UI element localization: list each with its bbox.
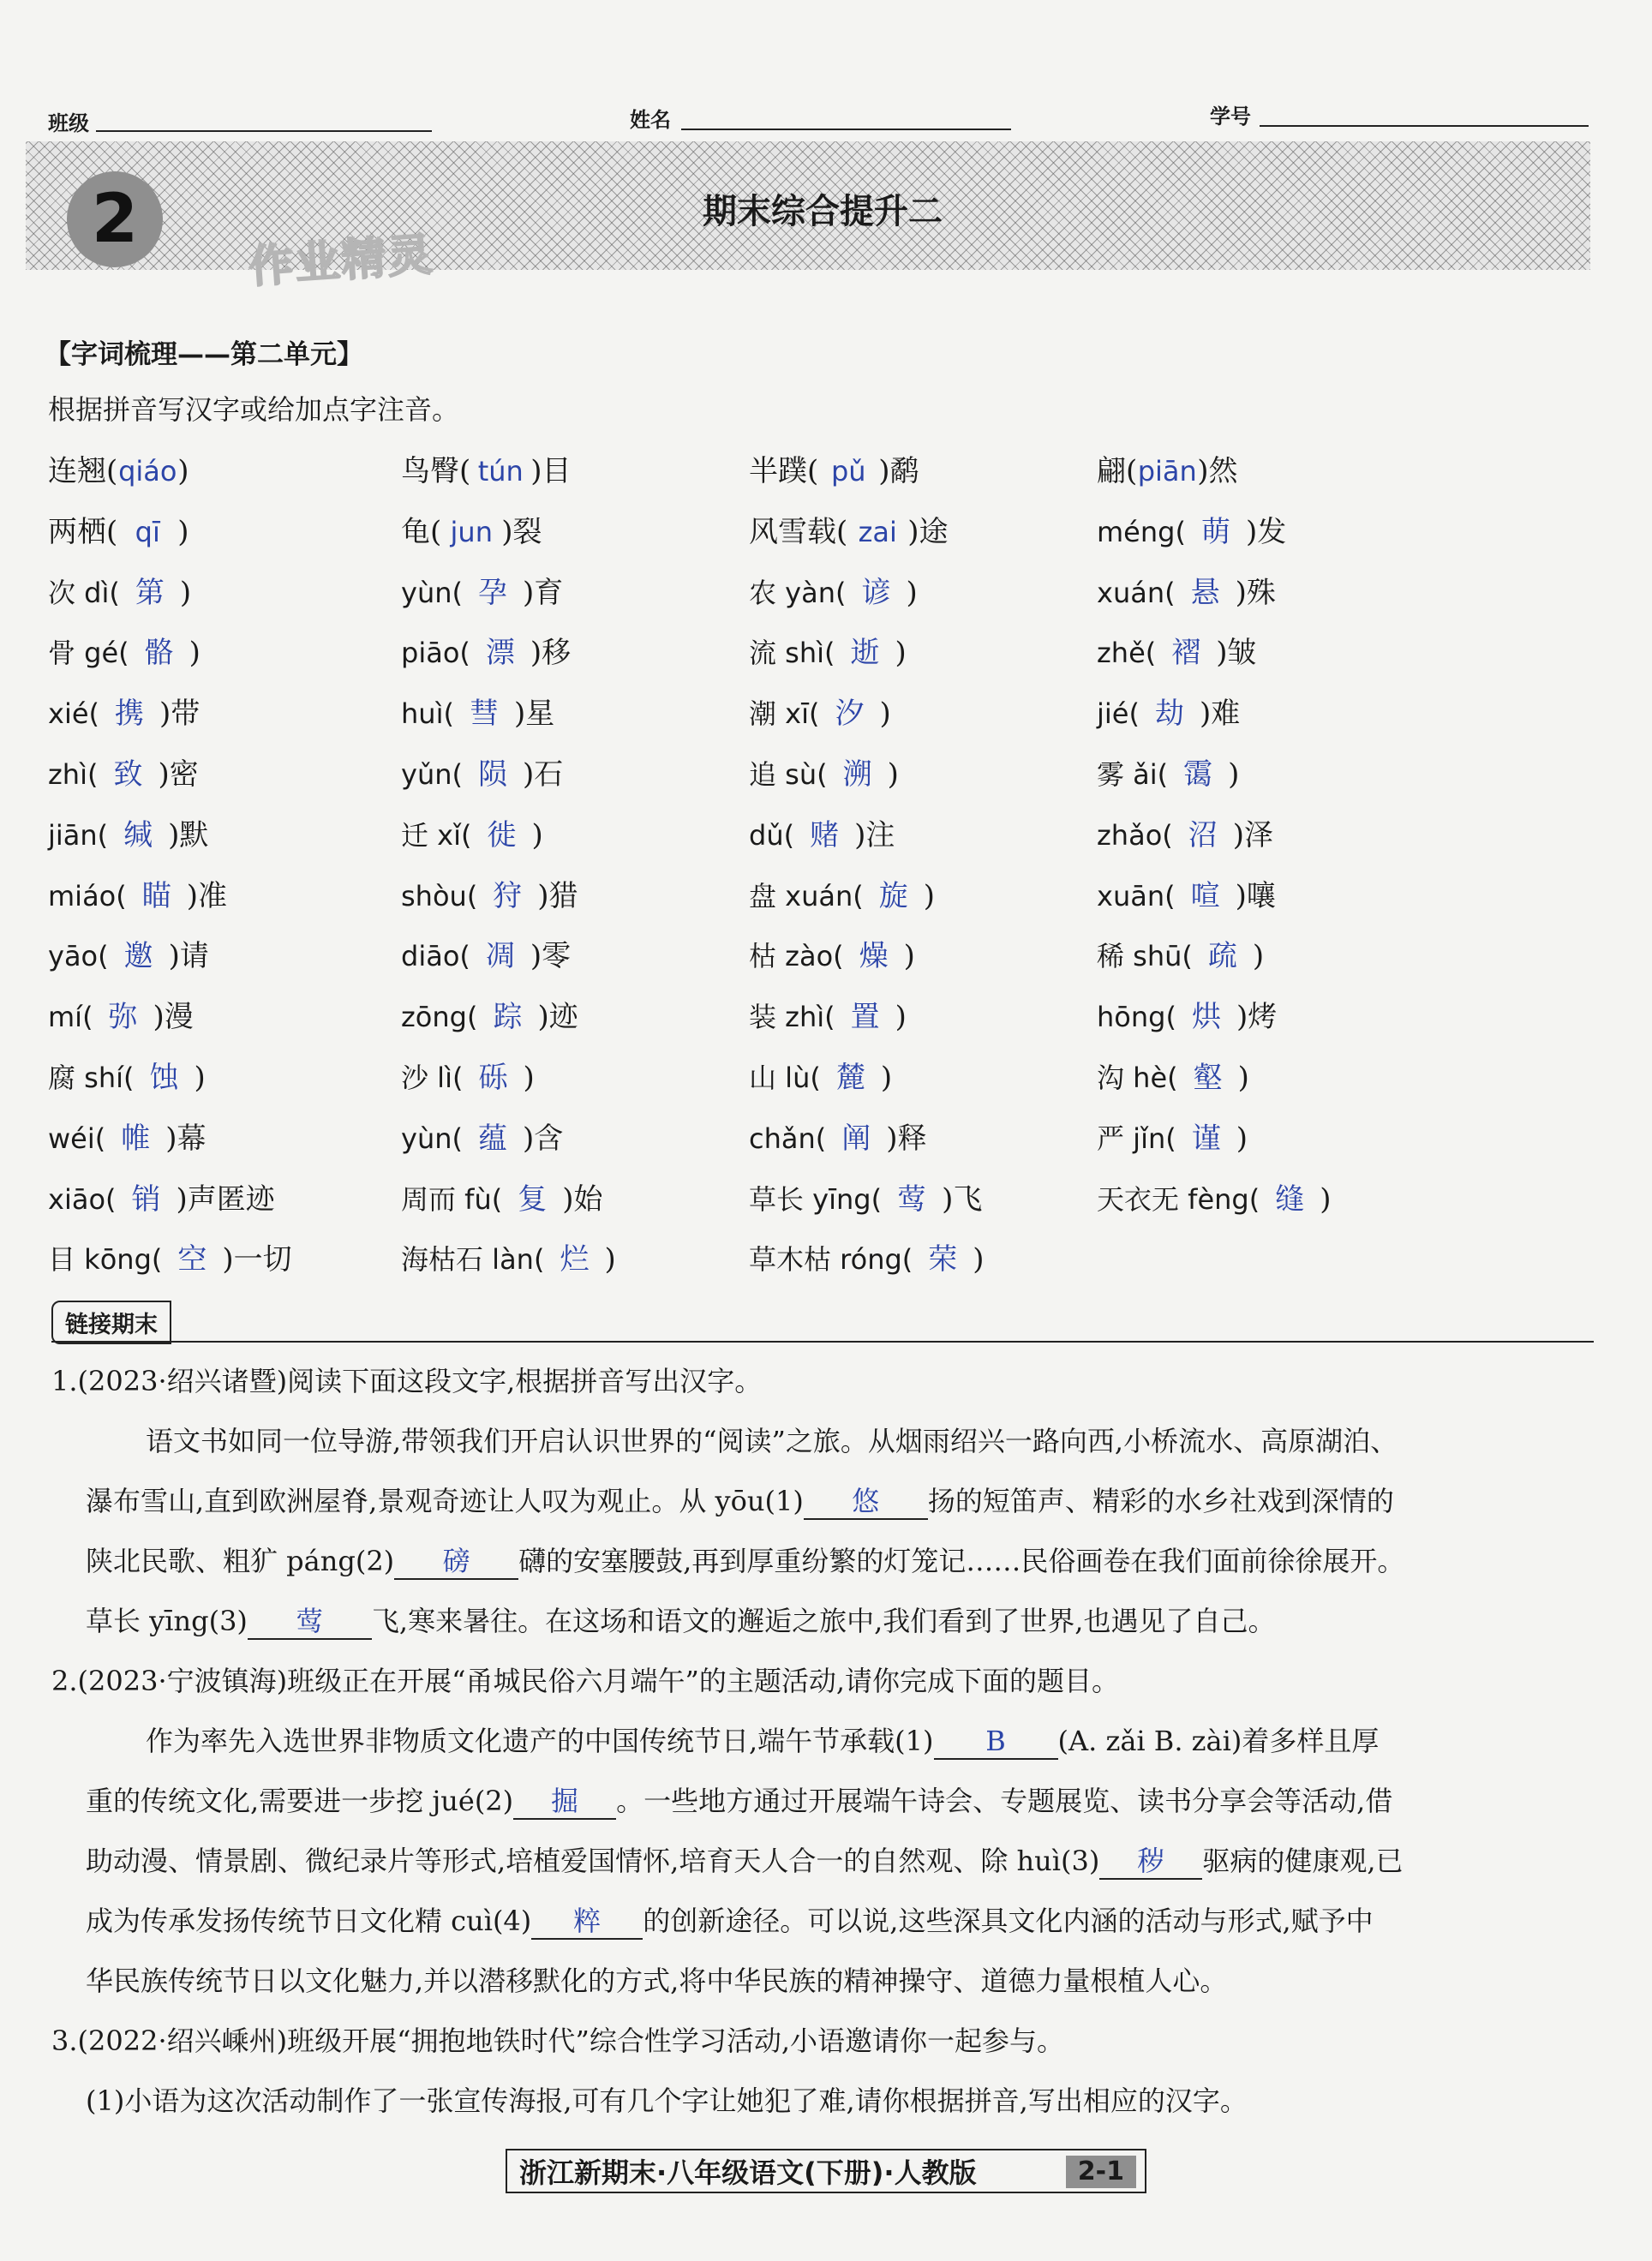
vocab-item (48, 932, 209, 974)
vocab-prompt: wéi( (48, 1122, 106, 1155)
vocab-answer[interactable]: 逝 (850, 636, 880, 671)
vocab-answer[interactable]: 萌 (1200, 514, 1230, 549)
vocab-suffix: )声匿迹 (176, 1181, 275, 1217)
vocab-prompt: 鸟臀( (401, 454, 471, 488)
vocab-answer[interactable]: 缄 (123, 817, 153, 852)
vocab-prompt: 迁 xǐ( (401, 818, 472, 852)
vocab-suffix: ) (1320, 1181, 1332, 1217)
vocab-suffix: ) (189, 636, 201, 671)
vocab-suffix: )目 (530, 454, 572, 488)
vocab-item (401, 1235, 616, 1277)
vocab-prompt: 次 dì( (48, 576, 120, 609)
vocab-prompt: piāo( (401, 637, 470, 670)
q2-blank-1[interactable]: B (934, 1724, 1058, 1760)
vocab-item (749, 932, 915, 974)
vocab-prompt: 连翘( (48, 454, 118, 488)
vocab-suffix: ) (177, 454, 189, 488)
vocab-item (401, 811, 543, 853)
vocab-prompt: 龟( (401, 514, 442, 549)
vocab-item (48, 629, 201, 671)
q2-line-1: 作为率先入选世界非物质文化遗产的中国传统节日,端午节承载(1) B (A. zǎi B. zài)着多样且厚 (146, 1724, 1379, 1760)
id-label: 学号 (1210, 105, 1251, 129)
vocab-item (48, 1175, 275, 1217)
vocab-answer[interactable]: 荣 (928, 1242, 958, 1277)
vocab-answer[interactable]: 蕴 (477, 1121, 507, 1156)
vocab-item (749, 1115, 927, 1157)
vocab-answer[interactable]: 致 (113, 757, 143, 792)
vocab-suffix: )迹 (537, 1000, 578, 1035)
vocab-item (48, 811, 208, 853)
vocab-item (749, 751, 899, 793)
id-field[interactable] (1260, 125, 1589, 127)
q2-blank-4[interactable]: 粹 (531, 1904, 643, 1940)
q1-heading: 1.(2023·绍兴诸暨)阅读下面这段文字,根据拼音写出汉字。 (51, 1365, 763, 1397)
vocab-prompt: xuán( (1097, 576, 1176, 609)
vocab-prompt: xiāo( (48, 1182, 117, 1216)
vocab-answer[interactable]: 漂 (485, 636, 515, 671)
name-field[interactable] (681, 129, 1011, 130)
vocab-answer[interactable]: 陨 (477, 757, 507, 792)
vocab-item (749, 447, 919, 489)
vocab-suffix: )默 (168, 817, 209, 852)
vocab-suffix: )途 (907, 514, 949, 549)
section-instruction: 根据拼音写汉字或给加点字注音。 (48, 393, 460, 426)
vocab-prompt: zhě( (1097, 637, 1157, 670)
unit-number-badge: 2 (67, 171, 163, 267)
vocab-prompt: zhǎo( (1097, 818, 1173, 852)
vocab-answer[interactable]: 缝 (1275, 1181, 1305, 1217)
q1-blank-2[interactable]: 磅 (394, 1544, 518, 1580)
vocab-suffix: ) (903, 939, 915, 974)
vocab-prompt: 翩( (1097, 454, 1138, 488)
vocab-item (749, 1054, 892, 1096)
vocab-item (401, 872, 578, 914)
q3-sub: (1)小语为这次活动制作了一张宣传海报,可有几个字让她犯了难,请你根据拼音,写出相应的汉字。 (86, 2085, 1248, 2117)
vocab-answer[interactable]: 置 (850, 1000, 880, 1035)
vocab-suffix: ) (887, 757, 899, 792)
vocab-suffix: ) (895, 1000, 907, 1035)
section-title: 【字词梳理——第二单元】 (45, 339, 363, 370)
vocab-answer[interactable]: 踪 (493, 1000, 523, 1035)
vocab-answer[interactable]: 赌 (810, 817, 840, 852)
vocab-item (1097, 751, 1239, 793)
vocab-prompt: 半蹼( (749, 454, 819, 488)
vocab-prompt: 农 yàn( (749, 576, 847, 609)
vocab-item (749, 1175, 982, 1217)
vocab-item (401, 1175, 602, 1217)
vocab-answer[interactable]: 燥 (859, 939, 889, 974)
vocab-answer[interactable]: 携 (115, 697, 144, 732)
vocab-item (48, 447, 189, 489)
vocab-prompt: huì( (401, 697, 454, 731)
vocab-item (401, 629, 571, 671)
page-number: 2-1 (1066, 2156, 1136, 2188)
vocab-prompt: dǔ( (749, 818, 795, 852)
vocab-prompt: 雾 ǎi( (1097, 758, 1169, 791)
vocab-prompt: 稀 shū( (1097, 940, 1193, 973)
vocab-suffix: ) (194, 1061, 206, 1095)
vocab-suffix: ) (1252, 939, 1265, 974)
vocab-suffix: )皱 (1216, 636, 1257, 671)
q2-heading: 2.(2023·宁波镇海)班级正在开展“甬城民俗六月端午”的主题活动,请你完成下面的题目。 (51, 1665, 1120, 1697)
vocab-prompt: 装 zhì( (749, 1001, 835, 1034)
q1-blank-3[interactable]: 莺 (248, 1604, 372, 1640)
vocab-answer[interactable]: pǔ (830, 455, 866, 487)
vocab-prompt: jié( (1097, 697, 1140, 731)
q1-line-1: 语文书如同一位导游,带领我们开启认识世界的“阅读”之旅。从烟雨绍兴一路向西,小桥流水、高原湖泊、 (146, 1425, 1398, 1457)
vocab-answer[interactable]: 第 (135, 575, 165, 610)
vocab-item (401, 569, 563, 611)
vocab-prompt: 流 shì( (749, 637, 835, 670)
vocab-answer[interactable]: 复 (518, 1181, 548, 1217)
vocab-prompt: yùn( (401, 576, 463, 609)
vocab-item (749, 569, 918, 611)
vocab-answer[interactable]: 弥 (108, 1000, 138, 1035)
q1-line-4: 草长 yīng(3) 莺 飞,寒来暑往。在这场和语文的邂逅之旅中,我们看到了世界,也遇见了自己。 (86, 1604, 1275, 1640)
vocab-suffix: )飞 (942, 1181, 983, 1217)
vocab-item (48, 1235, 292, 1277)
vocab-item (48, 872, 227, 914)
vocab-suffix: )漫 (153, 1000, 194, 1035)
vocab-prompt: 追 sù( (749, 758, 828, 791)
vocab-prompt: chǎn( (749, 1122, 827, 1155)
vocab-suffix: )请 (168, 939, 209, 974)
vocab-item (1097, 508, 1286, 550)
vocab-answer[interactable]: 莺 (897, 1181, 927, 1217)
vocab-suffix: )嚷 (1235, 878, 1276, 913)
vocab-suffix: ) (604, 1242, 616, 1277)
vocab-prompt: xié( (48, 697, 99, 731)
vocab-suffix: )注 (854, 817, 895, 852)
vocab-suffix: ) (523, 1061, 535, 1095)
vocab-item (1097, 811, 1273, 853)
vocab-answer[interactable]: 阐 (841, 1121, 871, 1156)
vocab-item (401, 447, 572, 489)
vocab-answer[interactable]: 烂 (560, 1242, 590, 1277)
vocab-suffix: )零 (530, 939, 572, 974)
vocab-item (1097, 447, 1238, 489)
vocab-item (1097, 993, 1277, 1035)
vocab-prompt: mí( (48, 1001, 93, 1034)
vocab-item (749, 690, 891, 732)
vocab-prompt: miáo( (48, 879, 127, 912)
vocab-suffix: )发 (1245, 514, 1287, 549)
vocab-answer[interactable]: qiáo (118, 455, 177, 487)
vocab-suffix: ) (973, 1242, 985, 1277)
vocab-suffix: )星 (513, 697, 555, 732)
vocab-answer[interactable]: zai (858, 515, 897, 548)
vocab-prompt: 骨 gé( (48, 637, 129, 670)
vocab-suffix: )殊 (1235, 575, 1276, 610)
vocab-answer[interactable]: 帷 (121, 1121, 151, 1156)
vocab-item (1097, 1054, 1249, 1096)
vocab-prompt: hōng( (1097, 1001, 1176, 1034)
vocab-answer[interactable]: 旋 (878, 878, 908, 913)
vocab-suffix: ) (177, 514, 189, 549)
vocab-item (749, 508, 949, 550)
q1-line-2: 瀑布雪山,直到欧洲屋脊,景观奇迹让人叹为观止。从 yōu(1) 悠 扬的短笛声、精彩的水乡社戏到深情的 (86, 1484, 1394, 1520)
vocab-answer[interactable]: 疏 (1207, 939, 1237, 974)
vocab-item (749, 629, 907, 671)
q1-blank-1[interactable]: 悠 (804, 1484, 928, 1520)
vocab-answer[interactable]: piān (1137, 455, 1197, 487)
vocab-prompt: diāo( (401, 940, 470, 973)
vocab-suffix: )鹬 (878, 454, 919, 488)
vocab-item (401, 932, 571, 974)
vocab-answer[interactable]: 悬 (1190, 575, 1220, 610)
vocab-answer[interactable]: 喧 (1190, 878, 1220, 913)
vocab-answer[interactable]: 汐 (835, 697, 865, 732)
vocab-answer[interactable]: 邀 (123, 939, 153, 974)
vocab-answer[interactable]: 骼 (144, 636, 174, 671)
vocab-suffix: ) (1228, 757, 1240, 792)
vocab-prompt: 天衣无 fèng( (1097, 1182, 1260, 1216)
vocab-suffix: )石 (522, 757, 564, 792)
vocab-prompt: zhì( (48, 758, 99, 791)
vocab-prompt: 腐 shí( (48, 1062, 135, 1094)
vocab-answer[interactable]: 凋 (485, 939, 515, 974)
vocab-item (749, 811, 895, 853)
vocab-suffix: ) (879, 697, 891, 732)
vocab-answer[interactable]: 孕 (477, 575, 507, 610)
vocab-answer[interactable]: 瞄 (141, 878, 171, 913)
vocab-answer[interactable]: 壑 (1193, 1061, 1223, 1095)
vocab-answer[interactable]: 麓 (835, 1061, 865, 1095)
vocab-suffix: )移 (530, 636, 572, 671)
vocab-prompt: yùn( (401, 1122, 463, 1155)
q2-line-2: 重的传统文化,需要进一步挖 jué(2) 掘 。一些地方通过开展端午诗会、专题展览、读书分享会等活动,借 (86, 1784, 1392, 1820)
vocab-item (48, 569, 191, 611)
vocab-prompt: xuān( (1097, 879, 1176, 912)
vocab-item (48, 508, 189, 550)
vocab-prompt: 两栖( (48, 514, 118, 549)
vocab-item (48, 993, 194, 1035)
vocab-suffix: ) (906, 575, 918, 610)
vocab-suffix: ) (1237, 1061, 1249, 1095)
vocab-suffix: )准 (186, 878, 227, 913)
vocab-suffix: )一切 (222, 1242, 292, 1277)
vocab-answer[interactable]: 彗 (469, 697, 499, 732)
vocab-prompt: 沙 lì( (401, 1062, 464, 1094)
vocab-suffix: ) (880, 1061, 893, 1095)
vocab-item (48, 1054, 206, 1096)
vocab-item (401, 1115, 563, 1157)
vocab-answer[interactable]: 空 (177, 1242, 207, 1277)
vocab-item (1097, 872, 1276, 914)
q2-blank-2[interactable]: 掘 (513, 1784, 616, 1820)
vocab-prompt: 风雪载( (749, 514, 848, 549)
q2-line-3: 助动漫、情景剧、微纪录片等形式,培植爱国情怀,培育天人合一的自然观、除 huì(3) 秽 驱病的健康观,已 (86, 1844, 1404, 1880)
vocab-answer[interactable]: 谚 (861, 575, 891, 610)
vocab-suffix: )裂 (501, 514, 542, 549)
vocab-item (1097, 569, 1276, 611)
vocab-item (401, 1054, 535, 1096)
vocab-item (48, 1115, 206, 1157)
vocab-item (749, 872, 935, 914)
vocab-item (1097, 1115, 1248, 1157)
vocab-item (1097, 1175, 1331, 1217)
vocab-suffix: )密 (158, 757, 199, 792)
vocab-answer[interactable]: 烘 (1191, 1000, 1221, 1035)
vocab-item (1097, 932, 1264, 974)
footer-title: 浙江新期末·八年级语文(下册)·人教版 (519, 2156, 977, 2189)
vocab-item (1097, 629, 1257, 671)
name-label: 姓名 (630, 108, 671, 132)
class-label: 班级 (48, 111, 89, 135)
vocab-prompt: 枯 zào( (749, 940, 844, 973)
watermark: 作业精灵 (247, 229, 436, 294)
vocab-prompt: yāo( (48, 940, 109, 973)
vocab-suffix: ) (1236, 1121, 1248, 1156)
page-title: 期末综合提升二 (703, 192, 943, 231)
vocab-answer[interactable]: 砾 (478, 1061, 508, 1095)
vocab-item (401, 993, 578, 1035)
vocab-suffix: )育 (522, 575, 564, 610)
vocab-item (401, 690, 554, 732)
link-final-tag: 链接期末 (51, 1301, 171, 1344)
vocab-answer[interactable]: jun (450, 515, 493, 548)
vocab-prompt: 沟 hè( (1097, 1062, 1178, 1094)
vocab-suffix: )烤 (1236, 1000, 1278, 1035)
vocab-prompt: méng( (1097, 515, 1186, 548)
vocab-answer[interactable]: qī (135, 515, 160, 548)
vocab-suffix: )幕 (165, 1121, 206, 1156)
q2-blank-3[interactable]: 秽 (1099, 1844, 1202, 1880)
divider (51, 1341, 1594, 1343)
vocab-suffix: )难 (1199, 697, 1241, 732)
vocab-prompt: shòu( (401, 879, 478, 912)
vocab-prompt: jiān( (48, 818, 109, 852)
vocab-item (48, 690, 200, 732)
vocab-item (401, 751, 563, 793)
vocab-prompt: 周而 fù( (401, 1182, 503, 1216)
vocab-prompt: yǔn( (401, 758, 463, 791)
vocab-prompt: 草木枯 róng( (749, 1243, 913, 1277)
vocab-answer[interactable]: 劫 (1154, 697, 1184, 732)
vocab-prompt: zōng( (401, 1001, 478, 1034)
vocab-prompt: 盘 xuán( (749, 879, 864, 912)
vocab-prompt: 海枯石 làn( (401, 1243, 545, 1277)
vocab-suffix: ) (179, 575, 192, 610)
vocab-answer[interactable]: 蚀 (149, 1061, 179, 1095)
vocab-item (749, 993, 907, 1035)
vocab-prompt: 草长 yīng( (749, 1182, 883, 1216)
q2-line-4: 成为传承发扬传统节日文化精 cuì(4) 粹 的创新途径。可以说,这些深具文化内涵的活动与形式,赋予中 (86, 1904, 1374, 1940)
vocab-answer[interactable]: 褶 (1171, 636, 1201, 671)
vocab-suffix: )释 (886, 1121, 927, 1156)
vocab-suffix: )含 (522, 1121, 564, 1156)
vocab-prompt: 潮 xī( (749, 697, 820, 731)
vocab-suffix: )泽 (1232, 817, 1274, 852)
vocab-suffix: ) (923, 878, 936, 913)
vocab-item (1097, 690, 1240, 732)
vocab-prompt: 山 lù( (749, 1062, 821, 1094)
vocab-suffix: )猎 (537, 878, 578, 913)
vocab-suffix: )带 (159, 697, 201, 732)
vocab-suffix: ) (531, 817, 543, 852)
vocab-suffix: )始 (562, 1181, 603, 1217)
vocab-item (749, 1235, 985, 1277)
q3-heading: 3.(2022·绍兴嵊州)班级开展“拥抱地铁时代”综合性学习活动,小语邀请你一起参与。 (51, 2025, 1065, 2057)
q2-line-5: 华民族传统节日以文化魅力,并以潜移默化的方式,将中华民族的精神操守、道德力量根植人心。 (86, 1965, 1228, 1997)
vocab-answer[interactable]: 狩 (493, 878, 523, 913)
vocab-answer[interactable]: 霭 (1183, 757, 1213, 792)
vocab-suffix: ) (895, 636, 907, 671)
vocab-answer[interactable]: 沼 (1188, 817, 1218, 852)
vocab-item (401, 508, 542, 550)
vocab-answer[interactable]: 谨 (1191, 1121, 1221, 1156)
vocab-prompt: 严 jǐn( (1097, 1122, 1176, 1155)
q1-line-3: 陕北民歌、粗犷 páng(2) 磅 礴的安塞腰鼓,再到厚重纷繁的灯笼记……民俗画卷在我们面前徐徐展开。 (86, 1544, 1404, 1580)
footer-banner (506, 2149, 1146, 2193)
class-field[interactable] (96, 130, 432, 132)
vocab-item (48, 751, 199, 793)
vocab-answer[interactable]: tún (477, 455, 524, 487)
vocab-suffix: )然 (1197, 454, 1238, 488)
vocab-answer[interactable]: 溯 (842, 757, 872, 792)
vocab-answer[interactable]: 销 (131, 1181, 161, 1217)
vocab-answer[interactable]: 徙 (487, 817, 517, 852)
vocab-prompt: 目 kōng( (48, 1243, 163, 1277)
